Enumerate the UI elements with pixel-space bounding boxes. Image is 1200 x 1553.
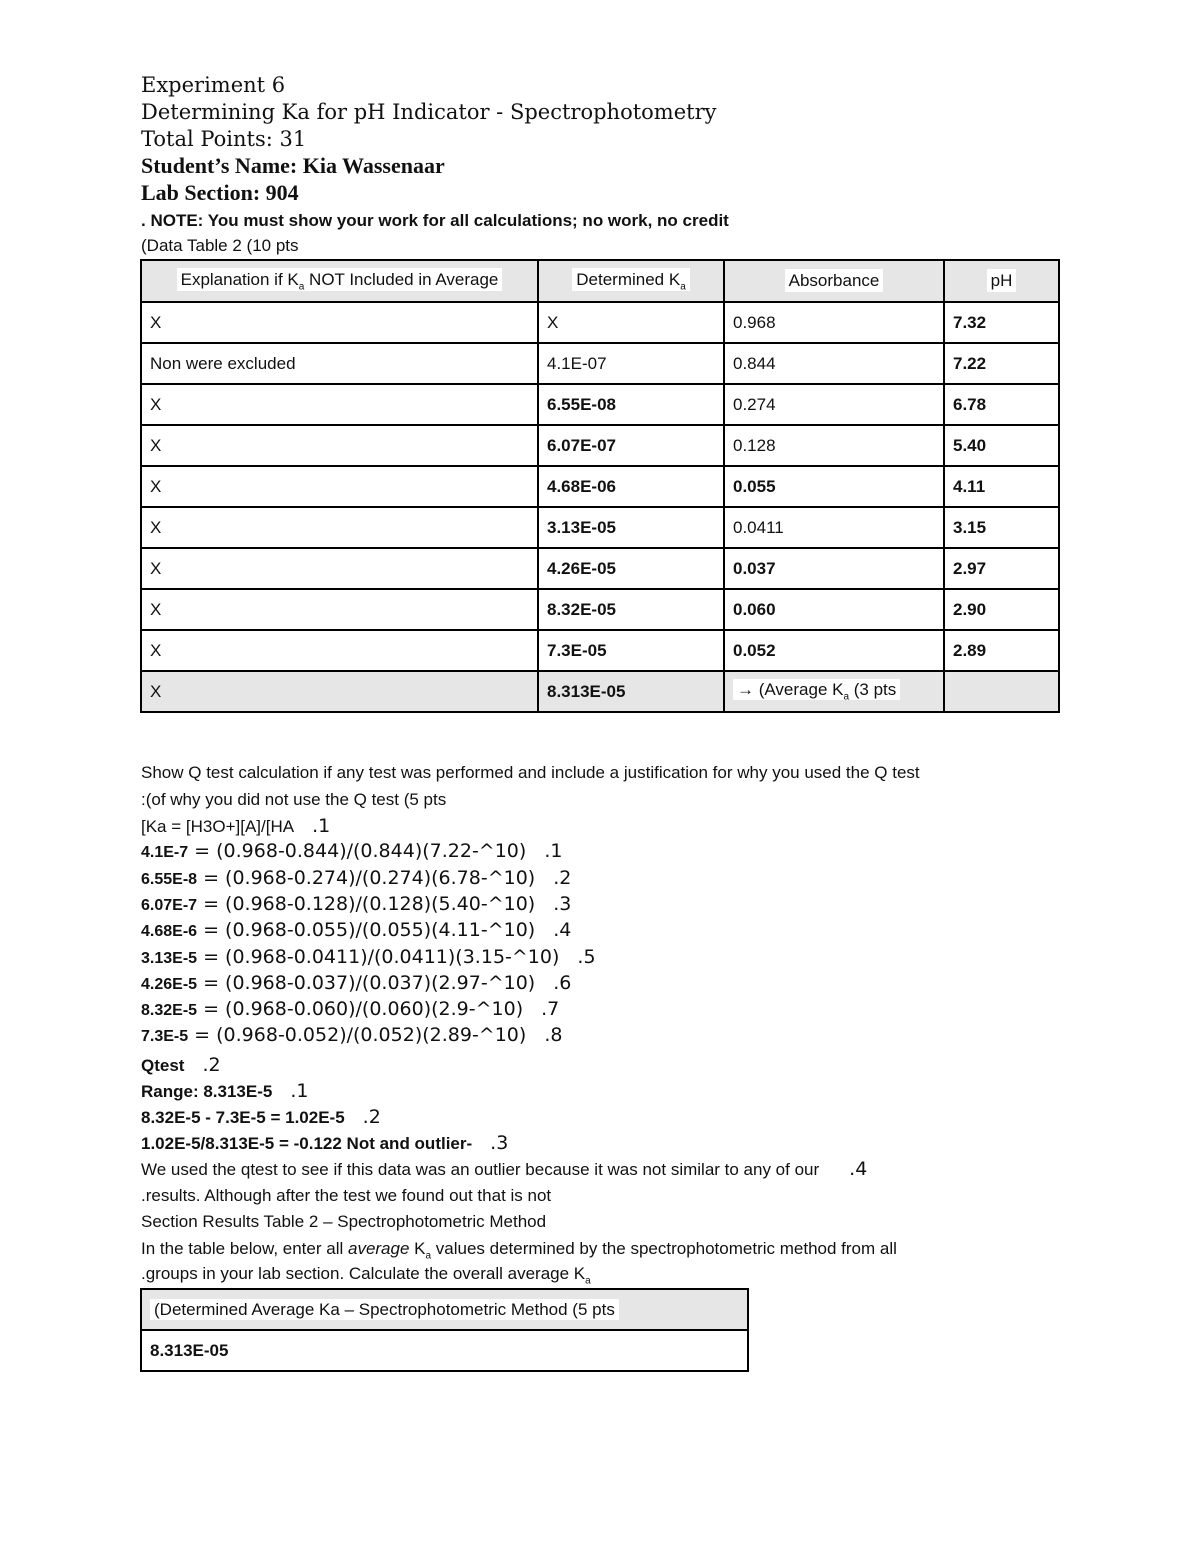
document-title: Determining Ka for pH Indicator - Spectrophotometry — [141, 100, 717, 124]
cell-ka: 4.1E-07 — [538, 343, 724, 384]
header-absorbance: Absorbance — [724, 260, 944, 302]
results-header-row — [141, 1289, 748, 1330]
qtest-intro-line2: :(of why you did not use the Q test (5 pts — [141, 790, 447, 809]
experiment-label: Experiment 6 — [141, 73, 286, 97]
cell-ka: X — [538, 302, 724, 343]
table-caption: (Data Table 2 (10 pts — [141, 236, 299, 255]
table-header-row — [141, 260, 1059, 302]
calculation-line: 4.68E-6 = (0.968-0.055)/(0.055)(4.11-^10) .4 — [141, 919, 572, 941]
lab-section: Lab Section: 904 — [141, 180, 299, 205]
section-results-title: Section Results Table 2 – Spectrophotometric Method — [141, 1212, 547, 1231]
cell-explanation: Non were excluded — [141, 343, 538, 384]
cell-explanation: X — [141, 630, 538, 671]
section-results-table — [140, 1288, 749, 1372]
table-row — [141, 630, 1059, 671]
cell-ph: 2.97 — [944, 548, 1059, 589]
average-ka-label: → (Average $K_a$ (3 pts — [724, 671, 944, 712]
calculation-line: 8.32E-5 = (0.968-0.060)/(0.060)(2.9-^10) .7 — [141, 998, 560, 1020]
cell-explanation: X — [141, 384, 538, 425]
qtest-justification-cont: .results. Although after the test we found out that is not — [141, 1186, 552, 1205]
cell-absorbance: 0.0411 — [724, 507, 944, 548]
cell-ka: 3.13E-05 — [538, 507, 724, 548]
table-row — [141, 302, 1059, 343]
cell-explanation: X — [141, 671, 538, 712]
results-value: 8.313E-05 — [141, 1330, 748, 1371]
cell-explanation: X — [141, 589, 538, 630]
cell-absorbance: 0.274 — [724, 384, 944, 425]
ka-formula: [Ka = [H3O+][A]/[HA .1 — [141, 815, 331, 837]
cell-ph: 3.15 — [944, 507, 1059, 548]
table-row — [141, 507, 1059, 548]
cell-ph: 5.40 — [944, 425, 1059, 466]
cell-absorbance: 0.055 — [724, 466, 944, 507]
qtest-ratio: 1.02E-5/8.313E-5 = -0.122 Not and outlier- .3 — [141, 1132, 509, 1154]
cell-absorbance: 0.844 — [724, 343, 944, 384]
cell-ph: 2.89 — [944, 630, 1059, 671]
cell-ka: 6.55E-08 — [538, 384, 724, 425]
cell-explanation: X — [141, 425, 538, 466]
cell-ph: 2.90 — [944, 589, 1059, 630]
cell-ka: 7.3E-05 — [538, 630, 724, 671]
cell-absorbance: 0.060 — [724, 589, 944, 630]
table-row — [141, 425, 1059, 466]
cell-ph: 4.11 — [944, 466, 1059, 507]
cell-ph — [944, 671, 1059, 712]
results-row — [141, 1330, 748, 1371]
header-explanation: Explanation if $K_a$ NOT Included in Average — [141, 260, 538, 302]
cell-explanation: X — [141, 302, 538, 343]
calculation-line: 6.55E-8 = (0.968-0.274)/(0.274)(6.78-^10) .2 — [141, 867, 572, 889]
cell-absorbance: 0.052 — [724, 630, 944, 671]
calculation-line: 7.3E-5 = (0.968-0.052)/(0.052)(2.89-^10) .8 — [141, 1024, 563, 1046]
cell-explanation: X — [141, 507, 538, 548]
cell-ka: 4.68E-06 — [538, 466, 724, 507]
data-table — [140, 259, 1060, 713]
cell-ph: 6.78 — [944, 384, 1059, 425]
header-ph: pH — [944, 260, 1059, 302]
calculation-line: 4.1E-7 = (0.968-0.844)/(0.844)(7.22-^10) .1 — [141, 840, 563, 862]
table-row — [141, 589, 1059, 630]
results-header: (Determined Average Ka – Spectrophotometric Method (5 pts — [141, 1289, 748, 1330]
cell-ka: 4.26E-05 — [538, 548, 724, 589]
cell-explanation: X — [141, 466, 538, 507]
calculation-line: 6.07E-7 = (0.968-0.128)/(0.128)(5.40-^10) .3 — [141, 893, 572, 915]
cell-absorbance: 0.037 — [724, 548, 944, 589]
header-determined-ka: Determined $K_a$ — [538, 260, 724, 302]
student-name: Student’s Name: Kia Wassenaar — [141, 153, 445, 178]
cell-ka: 6.07E-07 — [538, 425, 724, 466]
qtest-label: Qtest .2 — [141, 1054, 221, 1076]
cell-absorbance: 0.128 — [724, 425, 944, 466]
table-row — [141, 548, 1059, 589]
cell-absorbance: 0.968 — [724, 302, 944, 343]
cell-ph: 7.22 — [944, 343, 1059, 384]
table-row — [141, 384, 1059, 425]
qtest-range: Range: 8.313E-5 .1 — [141, 1080, 309, 1102]
qtest-intro-line1: Show Q test calculation if any test was performed and include a justification for why you used the Q test — [141, 763, 920, 782]
calculation-line: 4.26E-5 = (0.968-0.037)/(0.037)(2.97-^10) .6 — [141, 972, 572, 994]
cell-ka: 8.32E-05 — [538, 589, 724, 630]
work-note: . NOTE: You must show your work for all calculations; no work, no credit — [141, 211, 729, 230]
section-results-instructions: In the table below, enter all average $K_a$ values determined by the spectrophotometric method from all — [141, 1239, 897, 1262]
section-results-instructions-cont: .groups in your lab section. Calculate the overall average $K_a$ — [141, 1264, 591, 1287]
cell-ph: 7.32 — [944, 302, 1059, 343]
calculation-line: 3.13E-5 = (0.968-0.0411)/(0.0411)(3.15-^10) .5 — [141, 946, 596, 968]
average-row — [141, 671, 1059, 712]
average-ka-value: 8.313E-05 — [538, 671, 724, 712]
table-row — [141, 466, 1059, 507]
qtest-difference: 8.32E-5 - 7.3E-5 = 1.02E-5 .2 — [141, 1106, 381, 1128]
qtest-justification: We used the qtest to see if this data was an outlier because it was not similar to any of our .4 — [141, 1158, 868, 1180]
table-row — [141, 343, 1059, 384]
total-points: Total Points: 31 — [141, 127, 307, 151]
cell-explanation: X — [141, 548, 538, 589]
